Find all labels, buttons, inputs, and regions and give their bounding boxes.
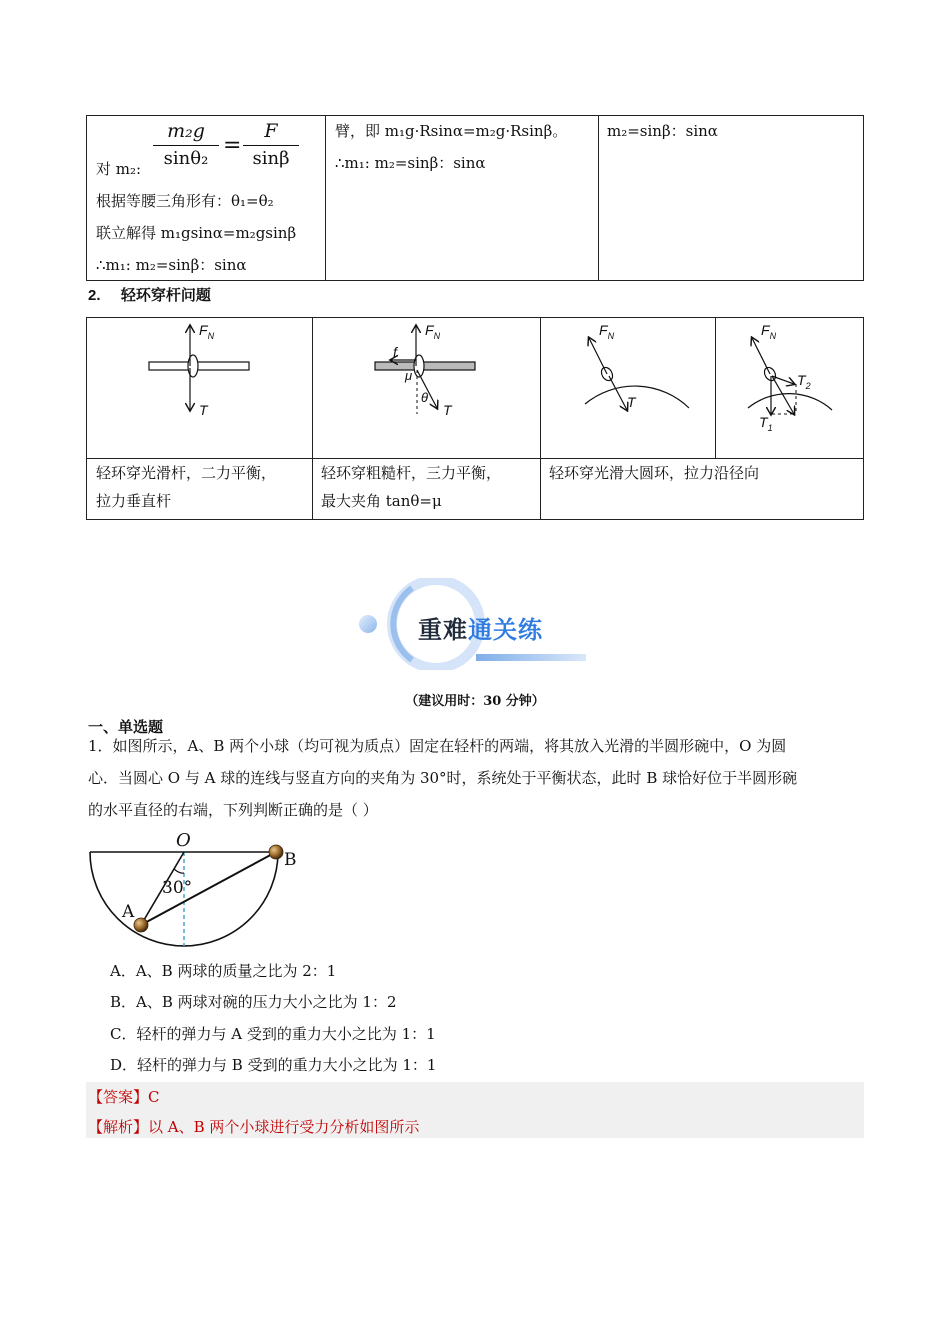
table-1 [86, 115, 864, 281]
part-heading: 一、单选题 [88, 718, 164, 736]
analysis-text: 以 A、B 两个小球进行受力分析如图所示 [148, 1118, 420, 1136]
option-b[interactable]: B．A、B 两球对碗的压力大小之比为 1：2 [110, 993, 397, 1011]
answer-value: C [148, 1088, 160, 1106]
text-line: 根据等腰三角形有：θ₁=θ₂ [96, 192, 274, 210]
label-F: F [761, 322, 770, 338]
normal-force-arrow [589, 338, 607, 374]
option-c[interactable]: C．轻杆的弹力与 A 受到的重力大小之比为 1：1 [110, 1025, 436, 1043]
tension-arrow [609, 376, 627, 410]
answer-label: 【答案】 [88, 1088, 149, 1106]
table-2 [86, 317, 864, 520]
bowl-diagram [88, 828, 308, 952]
formula-numerator-left: m₂g [167, 120, 205, 142]
text-line: 联立解得 m₁gsinα=m₂gsinβ [96, 224, 297, 242]
angle-arc [174, 869, 184, 873]
section-heading [88, 284, 211, 305]
caption: 拉力垂直杆 [96, 492, 172, 510]
text-line: 对 m₂: [96, 160, 142, 178]
label-F: F [425, 322, 434, 338]
caption: 轻环穿粗糙杆，三力平衡， [321, 464, 502, 482]
label-T: T [797, 372, 806, 388]
banner-bar [476, 654, 586, 661]
label-FN [599, 322, 614, 341]
fraction-bar [153, 145, 219, 146]
question-line: 心．当圆心 O 与 A 球的连线与竖直方向的夹角为 30°时，系统处于平衡状态，此时 B 球恰好位于半圆形碗 [88, 769, 798, 787]
formula-equals: = [223, 133, 242, 158]
label-T1 [759, 414, 773, 433]
label-subscript: 2 [805, 380, 811, 391]
label-theta: θ [421, 390, 429, 405]
rod [149, 362, 249, 370]
label-A: A [122, 902, 135, 922]
figure-big-ring [541, 318, 715, 458]
ball-B [269, 845, 283, 859]
formula-denominator-left: sinθ₂ [163, 148, 209, 169]
text-line: 臂，即 m₁g·Rsinα=m₂g·Rsinβ。 [335, 122, 568, 140]
label-F: F [199, 322, 208, 338]
caption: 最大夹角 tanθ=μ [321, 492, 442, 510]
label-T: T [443, 402, 452, 418]
suggested-time: （建议用时：30 分钟） [405, 694, 545, 709]
option-a[interactable]: A．A、B 两球的质量之比为 2：1 [110, 962, 337, 980]
label-f: f [393, 344, 397, 360]
caption: 轻环穿光滑杆，二力平衡， [96, 464, 277, 482]
caption: 轻环穿光滑大圆环，拉力沿径向 [549, 464, 760, 482]
fraction-bar [243, 145, 299, 146]
label-T2 [797, 372, 811, 391]
label-N: N [607, 330, 615, 341]
table-2-divider [87, 458, 863, 459]
ball-A [134, 918, 148, 932]
rough-rod [375, 362, 475, 370]
text-line: m₂=sinβ：sinα [607, 122, 718, 140]
label-FN [425, 322, 440, 341]
label-FN [761, 322, 776, 341]
section-title: 轻环穿杆问题 [120, 287, 211, 304]
text-line: ∴m₁: m₂=sinβ：sinα [96, 256, 247, 274]
banner-title-part1: 重难 [418, 617, 468, 644]
formula-numerator-right: F [264, 120, 278, 142]
analysis-label: 【解析】 [88, 1118, 149, 1136]
label-mu: μ [405, 368, 413, 383]
section-banner [352, 578, 592, 670]
big-ring-arc [585, 386, 689, 408]
table-1-divider [325, 116, 326, 280]
label-T: T [759, 414, 768, 430]
label-angle: 30° [162, 878, 193, 898]
formula [149, 120, 319, 174]
answer-line [88, 1086, 160, 1107]
label-O: O [176, 830, 191, 851]
label-F: F [599, 322, 608, 338]
label-N: N [769, 330, 777, 341]
label-T: T [199, 402, 208, 418]
formula-denominator-right: sinβ [252, 148, 290, 169]
bowl-figure [88, 828, 308, 952]
option-d[interactable]: D．轻杆的弹力与 B 受到的重力大小之比为 1：1 [110, 1056, 437, 1074]
analysis-line [88, 1116, 419, 1137]
label-B: B [284, 850, 297, 870]
text-line: ∴m₁: m₂=sinβ：sinα [335, 154, 486, 172]
banner-dot [359, 615, 377, 633]
normal-force-arrow [752, 338, 770, 374]
label-N: N [207, 330, 215, 341]
label-T: T [627, 394, 636, 410]
figure-big-ring-components [716, 318, 864, 458]
banner-title-part2: 通关练 [468, 617, 543, 644]
question-line: 的水平直径的右端，下列判断正确的是（ ） [88, 801, 378, 819]
label-N: N [433, 330, 441, 341]
label-FN [199, 322, 214, 341]
section-number: 2. [88, 287, 101, 304]
label-subscript: 1 [767, 422, 773, 433]
banner-title [418, 610, 543, 645]
question-line: 1．如图所示，A、B 两个小球（均可视为质点）固定在轻杆的两端，将其放入光滑的半圆形碗中，O 为圆 [88, 737, 787, 755]
table-1-divider [598, 116, 599, 280]
